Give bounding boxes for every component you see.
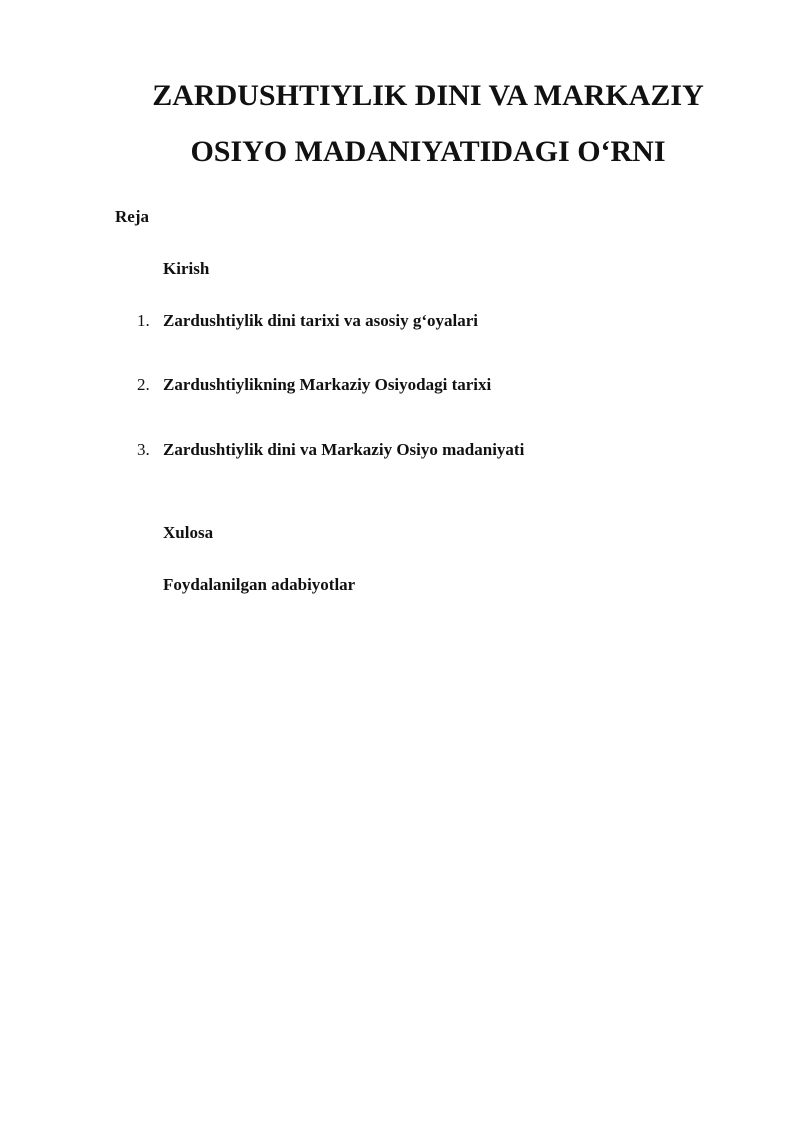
plan-item-number: 3.	[137, 440, 150, 459]
plan-item-number: 2.	[137, 375, 150, 394]
plan-item-references: Foydalanilgan adabiyotlar	[163, 575, 356, 594]
plan-item-section-2: Zardushtiylikning Markaziy Osiyodagi tarixi	[163, 375, 492, 394]
document-title-line-1: ZARDUSHTIYLIK DINI VA MARKAZIY	[152, 79, 704, 112]
plan-item-number: 1.	[137, 311, 150, 330]
plan-item-introduction: Kirish	[163, 259, 210, 278]
plan-item-conclusion: Xulosa	[163, 523, 214, 542]
plan-item-section-1: Zardushtiylik dini tarixi va asosiy g‘oyalari	[163, 311, 479, 330]
document-title-line-2: OSIYO MADANIYATIDAGI O‘RNI	[190, 135, 666, 168]
plan-item-section-3: Zardushtiylik dini va Markaziy Osiyo madaniyati	[163, 440, 525, 459]
plan-heading: Reja	[115, 207, 149, 226]
